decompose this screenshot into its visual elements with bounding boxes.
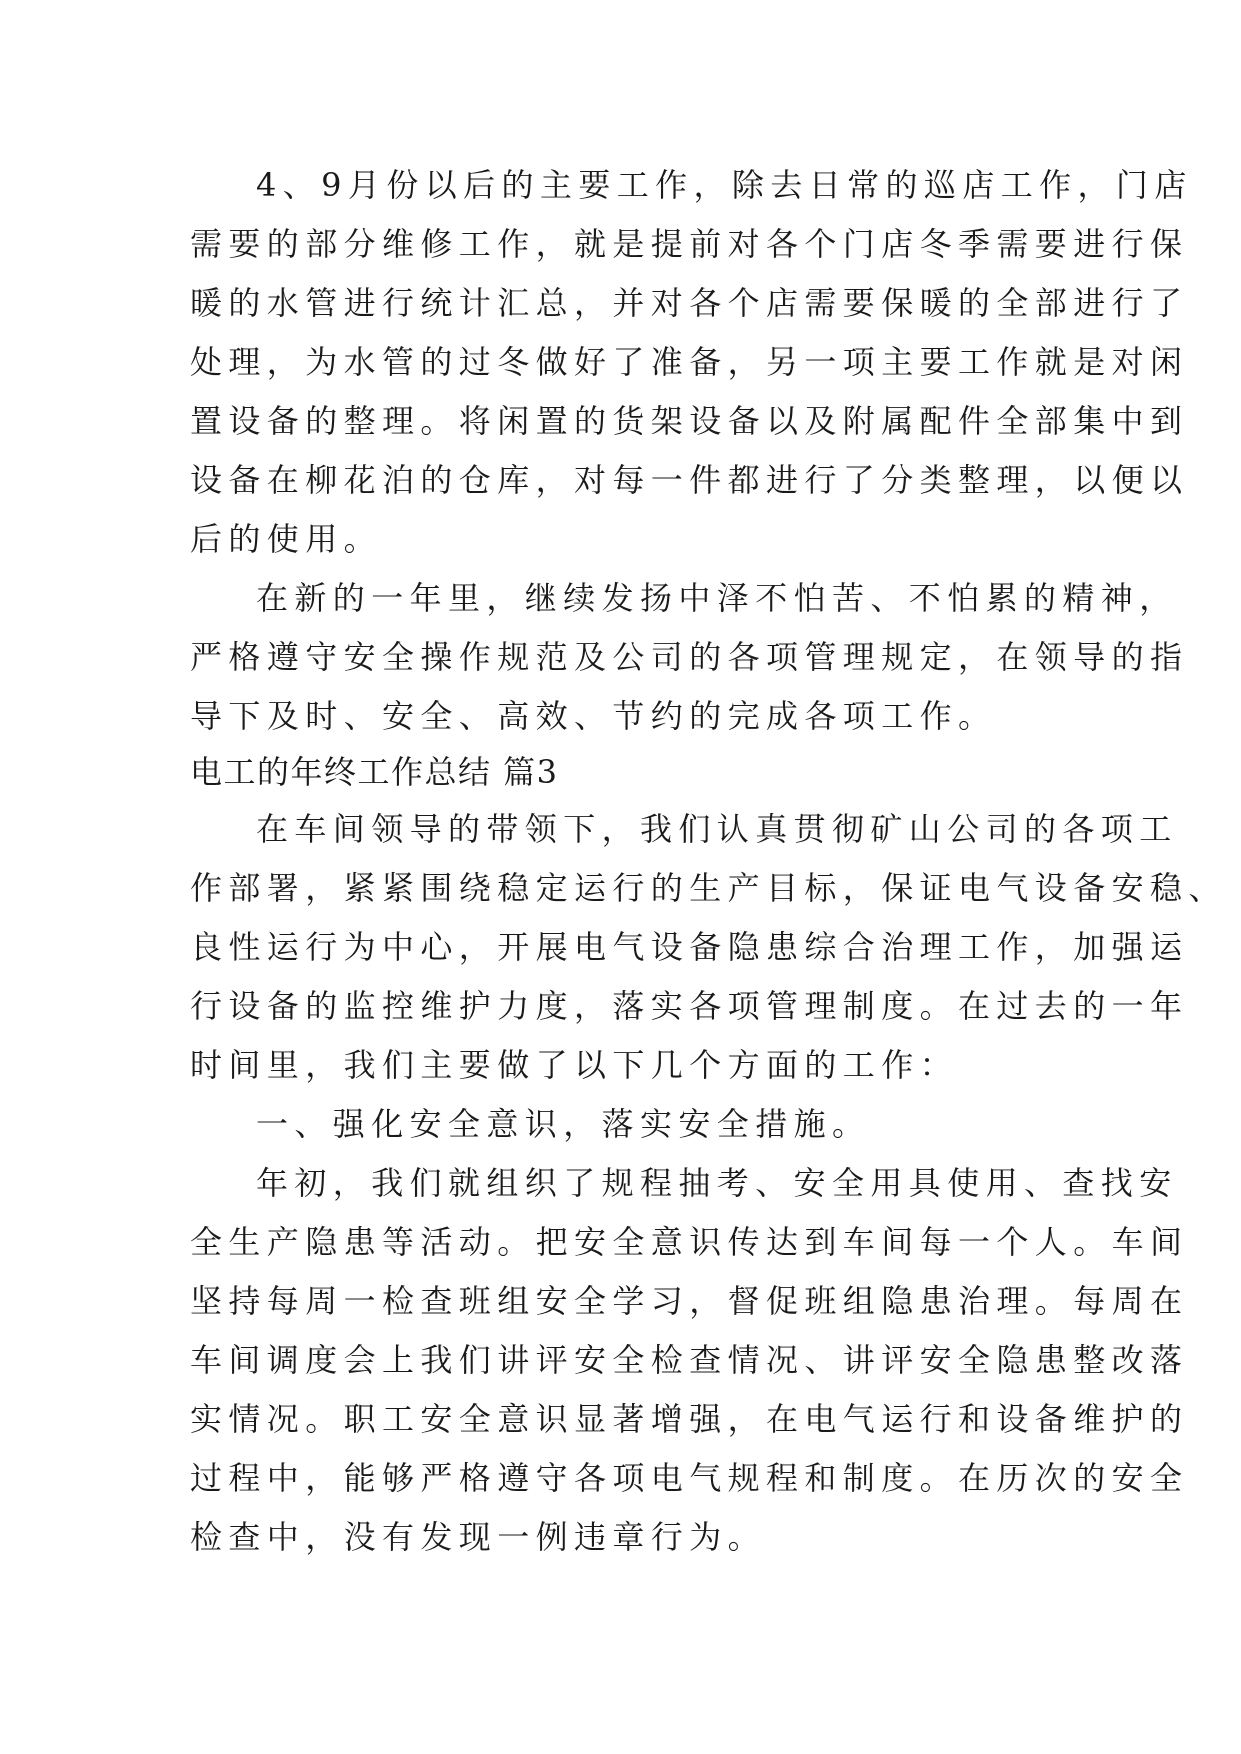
text-line: 过程中，能够严格遵守各项电气规程和制度。在历次的安全 <box>190 1459 1189 1497</box>
text-line: 行设备的监控维护力度，落实各项管理制度。在过去的一年 <box>190 987 1189 1025</box>
text-line: 年初，我们就组织了规程抽考、安全用具使用、查找安 <box>256 1164 1178 1202</box>
text-line: 在车间领导的带领下，我们认真贯彻矿山公司的各项工 <box>256 810 1178 848</box>
text-line: 4、9月份以后的主要工作，除去日常的巡店工作，门店 <box>256 166 1193 204</box>
section-heading: 电工的年终工作总结 篇3 <box>190 753 559 791</box>
text-line: 检查中，没有发现一例违章行为。 <box>190 1518 767 1556</box>
text-line: 处理，为水管的过冬做好了准备，另一项主要工作就是对闲 <box>190 343 1189 381</box>
text-line: 坚持每周一检查班组安全学习，督促班组隐患治理。每周在 <box>190 1282 1189 1320</box>
text-line: 全生产隐患等活动。把安全意识传达到车间每一个人。车间 <box>190 1223 1189 1261</box>
text-line: 时间里，我们主要做了以下几个方面的工作： <box>190 1046 959 1084</box>
text-line: 车间调度会上我们讲评安全检查情况、讲评安全隐患整改落 <box>190 1341 1189 1379</box>
text-line: 一、强化安全意识，落实安全措施。 <box>256 1105 871 1143</box>
text-line: 置设备的整理。将闲置的货架设备以及附属配件全部集中到 <box>190 402 1189 440</box>
text-line: 设备在柳花泊的仓库，对每一件都进行了分类整理，以便以 <box>190 461 1189 499</box>
text-line: 良性运行为中心，开展电气设备隐患综合治理工作，加强运 <box>190 928 1189 966</box>
text-line: 严格遵守安全操作规范及公司的各项管理规定，在领导的指 <box>190 638 1189 676</box>
text-line: 需要的部分维修工作，就是提前对各个门店冬季需要进行保 <box>190 225 1189 263</box>
text-line: 实情况。职工安全意识显著增强，在电气运行和设备维护的 <box>190 1400 1189 1438</box>
text-line: 在新的一年里，继续发扬中泽不怕苦、不怕累的精神， <box>256 579 1178 617</box>
text-line: 导下及时、安全、高效、节约的完成各项工作。 <box>190 697 997 735</box>
text-line: 作部署，紧紧围绕稳定运行的生产目标，保证电气设备安稳、 <box>190 869 1227 907</box>
text-line: 后的使用。 <box>190 520 383 558</box>
text-line: 暖的水管进行统计汇总，并对各个店需要保暖的全部进行了 <box>190 284 1189 322</box>
